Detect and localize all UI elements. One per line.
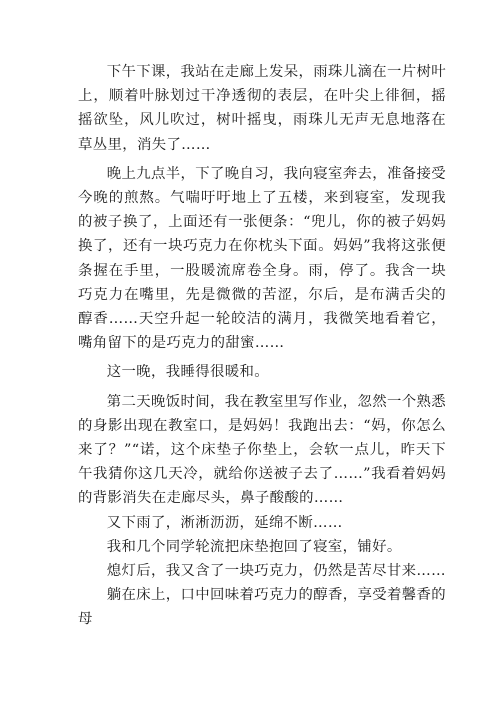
paragraph-rain-again: 又下雨了，淅淅沥沥，延绵不断…… [106, 514, 343, 531]
paragraph-mother-visit: 第二天晚饭时间，我在教室里写作业，忽然一个熟悉的身影出现在教室口，是妈妈！我跑出去：“妈，你怎么来了？”“诺，这个床垫子你垫上，会软一点儿，昨天下午我猜你这几天冷，就给你送被子去了……”我看着妈妈的背影消失在走廊尽头，鼻子酸酸的…… [78, 393, 446, 507]
paragraph-lights-out: 熄灯后，我又含了一块巧克力，仍然是苦尽甘来…… [106, 563, 446, 580]
paragraph-evening-note: 晚上九点半，下了晚自习，我向寝室奔去，准备接受今晚的煎熬。气喘吁吁地上了五楼，来到寝室，发现我的被子换了，上面还有一张便条：“兜儿，你的被子妈妈换了，还有一块巧克力在你枕头下面。妈妈”我将这张便条握在手里，一股暖流席卷全身。雨，停了。我含一块巧克力在嘴里，先是微微的苦涩，尔后，是布满舌尖的醇香……天空升起一轮皎洁的满月，我微笑地看着它，嘴角留下的是巧克力的甜蜜…… [78, 165, 446, 352]
paragraph-rain-drop: 下午下课，我站在走廊上发呆，雨珠儿滴在一片树叶上，顺着叶脉划过干净透彻的表层，在叶尖上徘徊，摇摇欲坠，风儿吹过，树叶摇曳，雨珠儿无声无息地落在草丛里，消失了…… [78, 64, 446, 153]
paragraph-lying-in-bed: 躺在床上，口中回味着巧克力的醇香，享受着馨香的母 [78, 587, 446, 628]
paragraph-warm-night: 这一晚，我睡得很暖和。 [106, 364, 269, 381]
paragraph-mattress: 我和几个同学轮流把床垫抱回了寝室，铺好。 [106, 538, 402, 555]
essay-body [78, 60, 446, 632]
